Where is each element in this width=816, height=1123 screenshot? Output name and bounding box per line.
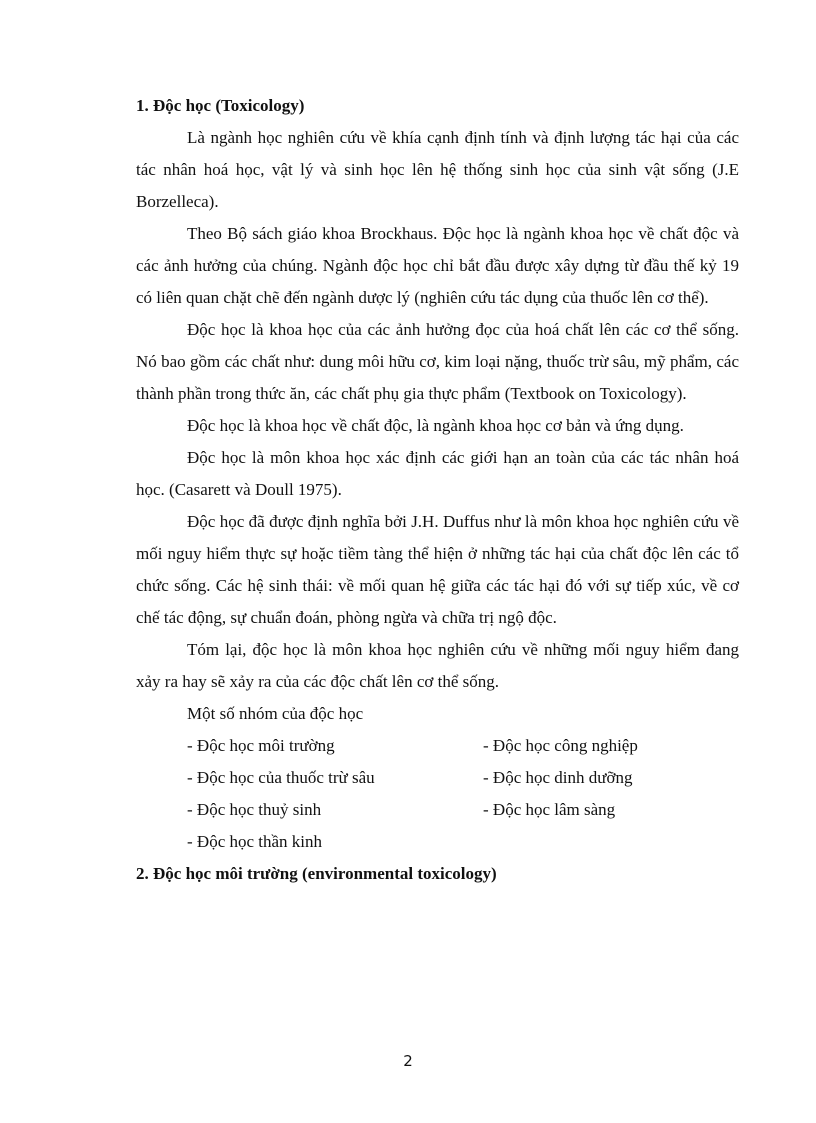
list-item: - Độc học dinh dưỡng xyxy=(483,768,633,787)
list-item: - Độc học môi trường xyxy=(187,736,335,755)
toxicology-groups-list xyxy=(136,730,739,858)
paragraph-definition-borzelleca: Là ngành học nghiên cứu về khía cạnh định tính và định lượng tác hại của các tác nhân hoá học, vật lý và sinh học lên hệ thống sinh học của sinh vật sống (J.E Borzelleca). xyxy=(136,128,739,211)
section-1-heading: 1. Độc học (Toxicology) xyxy=(136,96,305,115)
list-item: - Độc học của thuốc trừ sâu xyxy=(187,768,375,787)
paragraph-definition-textbook: Độc học là khoa học của các ảnh hưởng đọc của hoá chất lên các cơ thể sống. Nó bao gồm các chất như: dung môi hữu cơ, kim loại nặng, thuốc trừ sâu, mỹ phẩm, các thành phần trong thức ăn, các chất phụ gia thực phẩm (Textbook on Toxicology). xyxy=(136,320,739,403)
paragraph-definition-casarett: Độc học là môn khoa học xác định các giới hạn an toàn của các tác nhân hoá học. (Casarett và Doull 1975). xyxy=(136,448,739,499)
paragraph-summary: Tóm lại, độc học là môn khoa học nghiên cứu về những mối nguy hiểm đang xảy ra hay sẽ xảy ra của các độc chất lên cơ thể sống. xyxy=(136,640,739,691)
list-item: - Độc học thần kinh xyxy=(187,832,323,851)
list-item: - Độc học thuỷ sinh xyxy=(187,800,322,819)
document-page xyxy=(136,90,739,890)
groups-intro: Một số nhóm của độc học xyxy=(187,704,364,723)
page-number: 2 xyxy=(403,1052,413,1070)
list-item: - Độc học công nghiệp xyxy=(483,736,638,755)
section-2-heading: 2. Độc học môi trường (environmental toxicology) xyxy=(136,864,497,883)
paragraph-definition-basic-applied: Độc học là khoa học về chất độc, là ngành khoa học cơ bản và ứng dụng. xyxy=(187,416,684,435)
paragraph-definition-brockhaus: Theo Bộ sách giáo khoa Brockhaus. Độc học là ngành khoa học về chất độc và các ảnh hưởng của chúng. Ngành độc học chỉ bắt đầu được xây dựng từ đầu thế kỷ 19 có liên quan chặt chẽ đến ngành dược lý (nghiên cứu tác dụng của thuốc lên cơ thể). xyxy=(136,224,739,307)
paragraph-definition-duffus: Độc học đã được định nghĩa bởi J.H. Duffus như là môn khoa học nghiên cứu về mối nguy hiểm thực sự hoặc tiềm tàng thể hiện ở những tác hại của chất độc lên các tổ chức sống. Các hệ sinh thái: về mối quan hệ giữa các tác hại đó với sự tiếp xúc, về cơ chế tác động, sự chuẩn đoán, phòng ngừa và chữa trị ngộ độc. xyxy=(136,512,739,627)
list-item: - Độc học lâm sàng xyxy=(483,800,616,819)
